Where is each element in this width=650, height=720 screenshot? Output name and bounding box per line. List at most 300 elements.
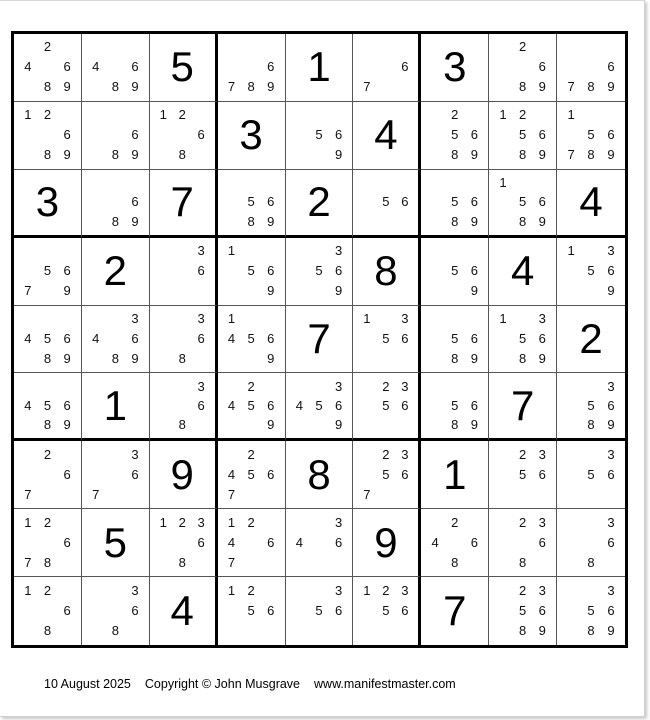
candidate-slot-8: 8: [43, 79, 52, 95]
sudoku-cell-r8c7[interactable]: [421, 509, 489, 577]
sudoku-cell-r9c7[interactable]: [421, 577, 489, 645]
candidate-slot-4: [357, 464, 376, 484]
sudoku-cell-r1c8[interactable]: [489, 34, 557, 102]
sudoku-cell-r6c7[interactable]: [421, 373, 489, 441]
sudoku-cell-r2c7[interactable]: [421, 102, 489, 170]
candidate-slot-4: [222, 600, 242, 620]
candidate-slot-8: [241, 552, 261, 572]
candidate-slot-5: [581, 57, 601, 77]
candidate-slot-4: [357, 192, 376, 211]
candidate-grid: [154, 105, 211, 165]
candidate-slot-8: [376, 621, 395, 641]
candidate-slot-8: [241, 348, 261, 368]
candidate-slot-4: [357, 57, 376, 77]
sudoku-cell-r7c3[interactable]: [150, 441, 218, 509]
candidate-slot-7: [86, 145, 106, 165]
candidate-grid: [86, 580, 145, 641]
candidate-slot-9: [261, 484, 281, 504]
candidate-slot-1: 1: [227, 514, 236, 530]
candidate-grid: [561, 444, 621, 504]
candidate-slot-7: [222, 211, 242, 230]
candidate-slot-7: [222, 281, 242, 301]
candidate-slot-8: 8: [451, 417, 459, 433]
candidate-slot-8: [376, 415, 395, 434]
candidate-slot-1: [425, 376, 445, 395]
candidate-slot-2: [106, 309, 126, 329]
candidate-slot-3: [261, 309, 281, 329]
candidate-slot-3: [57, 309, 77, 329]
sudoku-cell-r2c3[interactable]: [150, 102, 218, 170]
candidate-slot-8: 8: [451, 213, 459, 229]
candidate-slot-2: 2: [382, 582, 390, 598]
candidate-slot-3: 3: [607, 514, 615, 530]
candidate-grid: [290, 512, 349, 572]
candidate-slot-3: [395, 37, 414, 57]
candidate-slot-7: [561, 281, 581, 301]
candidate-slot-4: [18, 125, 38, 145]
candidate-slot-3: [261, 580, 281, 600]
sudoku-cell-r2c2[interactable]: [82, 102, 150, 170]
sudoku-cell-r2c1[interactable]: [14, 102, 82, 170]
given-digit: 2: [579, 314, 603, 362]
candidate-slot-8: [376, 77, 395, 97]
candidate-slot-3: 3: [607, 446, 615, 462]
sudoku-cell-r9c1[interactable]: [14, 577, 82, 645]
candidate-slot-1: [86, 444, 106, 464]
candidate-grid: [18, 512, 77, 572]
candidate-slot-9: [192, 552, 211, 572]
sudoku-cell-r9c9[interactable]: [557, 577, 625, 645]
sudoku-cell-r5c9[interactable]: [557, 306, 625, 374]
candidate-slot-6: 6: [131, 330, 139, 346]
candidate-slot-3: [57, 37, 77, 57]
candidate-slot-4: [493, 192, 513, 211]
candidate-slot-2: 2: [519, 514, 527, 530]
candidate-slot-4: [154, 532, 173, 552]
candidate-slot-7: [493, 211, 513, 230]
given-digit: 3: [35, 178, 60, 226]
candidate-slot-4: 4: [295, 534, 303, 550]
candidate-slot-3: [465, 512, 485, 532]
candidate-slot-2: 2: [247, 378, 255, 394]
candidate-slot-7: [493, 77, 513, 97]
candidate-grid: [86, 173, 145, 231]
candidate-slot-1: [86, 37, 106, 57]
candidate-slot-1: [493, 444, 513, 464]
candidate-grid: [18, 37, 77, 97]
candidate-slot-1: [290, 580, 310, 600]
candidate-grid: [86, 37, 145, 97]
candidate-slot-9: 9: [607, 623, 615, 639]
candidate-slot-9: 9: [267, 350, 275, 366]
sudoku-cell-r6c3[interactable]: [150, 373, 218, 441]
candidate-slot-1: 1: [227, 243, 236, 259]
sudoku-cell-r3c9[interactable]: [557, 170, 625, 238]
sudoku-cell-r8c8[interactable]: [489, 509, 557, 577]
sudoku-cell-r3c8[interactable]: [489, 170, 557, 238]
candidate-slot-8: [309, 145, 329, 165]
candidate-slot-3: 3: [607, 378, 615, 394]
candidate-slot-6: 6: [197, 263, 205, 279]
sudoku-cell-r1c6[interactable]: [353, 34, 421, 102]
candidate-slot-6: 6: [267, 397, 275, 413]
candidate-slot-4: [493, 57, 513, 77]
sudoku-cell-r9c8[interactable]: [489, 577, 557, 645]
candidate-slot-4: [18, 464, 38, 484]
candidate-slot-2: [445, 241, 465, 261]
candidate-slot-2: 2: [382, 446, 390, 462]
candidate-slot-5: 5: [587, 603, 595, 619]
candidate-slot-3: [465, 105, 485, 125]
candidate-slot-5: [38, 125, 58, 145]
sudoku-cell-r9c3[interactable]: [150, 577, 218, 645]
sudoku-cell-r9c6[interactable]: [353, 577, 421, 645]
candidate-grid: [561, 512, 621, 572]
candidate-slot-5: 5: [382, 194, 390, 210]
candidate-slot-6: 6: [538, 603, 546, 619]
sudoku-board: [11, 31, 628, 648]
sudoku-cell-r7c6[interactable]: [353, 441, 421, 509]
sudoku-cell-r8c1[interactable]: [14, 509, 82, 577]
candidate-slot-4: 4: [227, 397, 236, 413]
candidate-slot-9: [465, 552, 485, 572]
sudoku-cell-r2c4[interactable]: [218, 102, 286, 170]
candidate-slot-3: 3: [197, 243, 205, 259]
candidate-slot-9: 9: [131, 350, 139, 366]
sudoku-cell-r7c9[interactable]: [557, 441, 625, 509]
candidate-slot-8: 8: [43, 623, 52, 639]
candidate-slot-9: [57, 484, 77, 504]
candidate-slot-5: 5: [451, 127, 459, 143]
candidate-slot-3: 3: [131, 582, 139, 598]
sudoku-cell-r5c1[interactable]: [14, 306, 82, 374]
sudoku-cell-r7c1[interactable]: [14, 441, 82, 509]
candidate-slot-4: [425, 192, 445, 211]
sudoku-cell-r4c2[interactable]: [82, 238, 150, 306]
candidate-slot-1: [493, 512, 513, 532]
candidate-slot-4: [18, 532, 38, 552]
candidate-slot-1: 1: [499, 107, 507, 123]
sudoku-cell-r5c8[interactable]: [489, 306, 557, 374]
candidate-slot-5: 5: [519, 194, 527, 210]
candidate-slot-2: [241, 241, 261, 261]
sudoku-cell-r5c5[interactable]: [286, 306, 354, 374]
candidate-slot-5: [173, 329, 192, 349]
candidate-slot-9: 9: [470, 147, 479, 163]
candidate-slot-8: [309, 552, 329, 572]
candidate-slot-1: [86, 580, 106, 600]
page-top-edge: [0, 0, 644, 1]
candidate-slot-7: [86, 348, 106, 368]
candidate-slot-3: [261, 512, 281, 532]
candidate-slot-9: [57, 552, 77, 572]
sudoku-cell-r9c4[interactable]: [218, 577, 286, 645]
sudoku-cell-r2c8[interactable]: [489, 102, 557, 170]
sudoku-cell-r5c6[interactable]: [353, 306, 421, 374]
candidate-slot-4: 4: [227, 534, 236, 550]
candidate-slot-9: 9: [63, 79, 71, 95]
candidate-slot-3: 3: [197, 378, 205, 394]
candidate-slot-2: [581, 580, 601, 600]
candidate-grid: [493, 444, 552, 504]
candidate-slot-3: [601, 105, 621, 125]
candidate-slot-8: 8: [111, 213, 119, 229]
sudoku-cell-r4c9[interactable]: [557, 238, 625, 306]
sudoku-cell-r4c5[interactable]: [286, 238, 354, 306]
candidate-slot-2: [581, 241, 601, 261]
candidate-slot-8: 8: [451, 554, 459, 570]
candidate-slot-4: [290, 125, 310, 145]
candidate-grid: [18, 241, 77, 301]
candidate-slot-5: [173, 125, 192, 145]
candidate-slot-5: 5: [247, 397, 255, 413]
candidate-slot-3: 3: [538, 311, 546, 327]
candidate-slot-8: 8: [178, 417, 186, 433]
candidate-slot-4: [561, 396, 581, 415]
candidate-slot-3: 3: [131, 311, 139, 327]
candidate-slot-8: 8: [519, 554, 527, 570]
candidate-grid: [290, 241, 349, 301]
sudoku-cell-r1c9[interactable]: [557, 34, 625, 102]
candidate-grid: [222, 241, 281, 301]
candidate-slot-7: 7: [92, 486, 100, 502]
candidate-slot-8: 8: [111, 623, 119, 639]
candidate-slot-2: 2: [519, 582, 527, 598]
candidate-slot-4: [425, 396, 445, 415]
sudoku-cell-r4c3[interactable]: [150, 238, 218, 306]
candidate-slot-2: [106, 444, 126, 464]
candidate-slot-7: 7: [227, 554, 236, 570]
candidate-slot-9: [395, 484, 414, 504]
candidate-slot-3: 3: [401, 378, 409, 394]
sudoku-cell-r8c2[interactable]: [82, 509, 150, 577]
given-digit: 5: [170, 43, 194, 91]
candidate-slot-8: 8: [519, 213, 527, 229]
sudoku-cell-r2c6[interactable]: [353, 102, 421, 170]
sudoku-cell-r6c2[interactable]: [82, 373, 150, 441]
sudoku-cell-r9c2[interactable]: [82, 577, 150, 645]
sudoku-cell-r7c4[interactable]: [218, 441, 286, 509]
sudoku-cell-r8c5[interactable]: [286, 509, 354, 577]
candidate-slot-8: 8: [519, 147, 527, 163]
candidate-slot-7: [18, 77, 38, 97]
candidate-slot-3: [57, 376, 77, 395]
sudoku-cell-r4c1[interactable]: [14, 238, 82, 306]
candidate-slot-3: [125, 37, 145, 57]
sudoku-cell-r3c3[interactable]: [150, 170, 218, 238]
sudoku-cell-r4c6[interactable]: [353, 238, 421, 306]
candidate-slot-8: [309, 415, 329, 434]
sudoku-cell-r3c4[interactable]: [218, 170, 286, 238]
candidate-slot-1: [425, 173, 445, 192]
candidate-slot-9: 9: [470, 350, 479, 366]
sudoku-cell-r6c8[interactable]: [489, 373, 557, 441]
candidate-slot-4: [154, 396, 173, 415]
candidate-slot-8: [376, 484, 395, 504]
candidate-slot-3: [465, 309, 485, 329]
sudoku-cell-r7c7[interactable]: [421, 441, 489, 509]
candidate-slot-6: 6: [607, 127, 615, 143]
candidate-slot-8: [241, 415, 261, 434]
sudoku-cell-r5c3[interactable]: [150, 306, 218, 374]
candidate-slot-6: 6: [538, 330, 546, 346]
sudoku-cell-r1c3[interactable]: [150, 34, 218, 102]
sudoku-cell-r6c6[interactable]: [353, 373, 421, 441]
candidate-slot-9: 9: [63, 147, 71, 163]
candidate-slot-5: 5: [519, 603, 527, 619]
candidate-slot-2: [173, 376, 192, 395]
candidate-slot-2: 2: [178, 107, 186, 123]
sudoku-cell-r7c5[interactable]: [286, 441, 354, 509]
sudoku-cell-r3c7[interactable]: [421, 170, 489, 238]
sudoku-cell-r3c2[interactable]: [82, 170, 150, 238]
candidate-slot-7: 7: [567, 79, 575, 95]
sudoku-cell-r1c2[interactable]: [82, 34, 150, 102]
sudoku-cell-r5c4[interactable]: [218, 306, 286, 374]
candidate-slot-5: 5: [382, 466, 390, 482]
candidate-slot-4: 4: [295, 397, 303, 413]
sudoku-cell-r6c1[interactable]: [14, 373, 82, 441]
sudoku-cell-r3c1[interactable]: [14, 170, 82, 238]
footer-website[interactable]: www.manifestmaster.com: [314, 677, 456, 691]
given-digit: 4: [374, 111, 398, 159]
candidate-slot-4: 4: [227, 466, 236, 482]
candidate-slot-7: 7: [363, 79, 371, 95]
candidate-slot-4: [154, 261, 173, 281]
candidate-slot-8: 8: [519, 79, 527, 95]
candidate-slot-9: [329, 552, 349, 572]
candidate-slot-4: [290, 261, 310, 281]
candidate-slot-8: [581, 281, 601, 301]
candidate-slot-7: [86, 621, 106, 641]
candidate-slot-6: 6: [470, 263, 479, 279]
candidate-slot-1: [222, 376, 242, 395]
sudoku-cell-r6c5[interactable]: [286, 373, 354, 441]
sudoku-cell-r2c9[interactable]: [557, 102, 625, 170]
given-digit: 4: [170, 587, 194, 635]
sudoku-cell-r3c5[interactable]: [286, 170, 354, 238]
candidate-slot-1: 1: [499, 174, 507, 190]
candidate-slot-7: [561, 415, 581, 434]
candidate-slot-8: 8: [178, 554, 186, 570]
candidate-slot-6: 6: [63, 466, 71, 482]
candidate-slot-2: 2: [178, 514, 186, 530]
candidate-slot-8: 8: [247, 213, 255, 229]
candidate-slot-9: [395, 211, 414, 230]
sudoku-cell-r8c9[interactable]: [557, 509, 625, 577]
candidate-slot-6: 6: [267, 194, 275, 210]
candidate-slot-6: 6: [197, 330, 205, 346]
candidate-slot-3: [57, 512, 77, 532]
sudoku-cell-r6c9[interactable]: [557, 373, 625, 441]
sudoku-cell-r6c4[interactable]: [218, 373, 286, 441]
sudoku-cell-r2c5[interactable]: [286, 102, 354, 170]
candidate-slot-1: 1: [567, 107, 575, 123]
given-digit: 4: [510, 247, 535, 295]
candidate-slot-1: [425, 241, 445, 261]
sudoku-cell-r7c2[interactable]: [82, 441, 150, 509]
candidate-slot-4: [86, 192, 106, 211]
candidate-slot-3: [57, 241, 77, 261]
candidate-grid: [561, 105, 621, 165]
candidate-slot-2: [38, 376, 58, 395]
sudoku-cell-r4c4[interactable]: [218, 238, 286, 306]
candidate-slot-3: 3: [538, 514, 546, 530]
candidate-slot-5: 5: [315, 263, 323, 279]
candidate-slot-5: 5: [519, 330, 527, 346]
candidate-slot-7: [290, 281, 310, 301]
sudoku-cell-r4c8[interactable]: [489, 238, 557, 306]
candidate-slot-6: 6: [335, 127, 343, 143]
candidate-slot-1: [290, 376, 310, 395]
candidate-slot-7: [493, 484, 513, 504]
sudoku-cell-r9c5[interactable]: [286, 577, 354, 645]
candidate-slot-1: [493, 580, 513, 600]
candidate-grid: [18, 105, 77, 165]
given-digit: 8: [374, 247, 398, 295]
candidate-slot-6: 6: [538, 127, 546, 143]
sudoku-cell-r5c2[interactable]: [82, 306, 150, 374]
candidate-slot-8: [309, 281, 329, 301]
candidate-slot-6: 6: [401, 194, 409, 210]
sudoku-cell-r1c7[interactable]: [421, 34, 489, 102]
sudoku-cell-r4c7[interactable]: [421, 238, 489, 306]
candidate-grid: [222, 512, 281, 572]
candidate-slot-7: [290, 415, 310, 434]
candidate-slot-8: [513, 484, 533, 504]
candidate-slot-2: [581, 376, 601, 395]
candidate-slot-4: 4: [227, 330, 236, 346]
sudoku-cell-r1c1[interactable]: [14, 34, 82, 102]
candidate-slot-7: [18, 348, 38, 368]
candidate-slot-2: 2: [247, 446, 255, 462]
candidate-slot-1: [357, 173, 376, 192]
candidate-slot-2: [106, 37, 126, 57]
candidate-slot-6: 6: [335, 263, 343, 279]
candidate-slot-2: [241, 37, 261, 57]
candidate-slot-8: 8: [587, 417, 595, 433]
candidate-slot-4: [561, 125, 581, 145]
candidate-slot-4: [357, 600, 376, 620]
sudoku-cell-r8c4[interactable]: [218, 509, 286, 577]
sudoku-cell-r1c5[interactable]: [286, 34, 354, 102]
candidate-slot-4: [290, 600, 310, 620]
candidate-slot-8: [376, 211, 395, 230]
sudoku-cell-r1c4[interactable]: [218, 34, 286, 102]
sudoku-cell-r5c7[interactable]: [421, 306, 489, 374]
candidate-slot-4: [18, 261, 38, 281]
candidate-slot-3: [125, 105, 145, 125]
candidate-slot-1: [290, 105, 310, 125]
candidate-grid: [425, 512, 484, 572]
sudoku-cell-r7c8[interactable]: [489, 441, 557, 509]
candidate-slot-9: [532, 552, 552, 572]
candidate-grid: [425, 376, 484, 434]
sudoku-cell-r3c6[interactable]: [353, 170, 421, 238]
candidate-grid: [86, 309, 145, 369]
candidate-slot-4: [154, 329, 173, 349]
candidate-grid: [561, 580, 621, 641]
candidate-slot-8: [241, 484, 261, 504]
candidate-slot-6: 6: [401, 466, 409, 482]
candidate-slot-6: 6: [607, 603, 615, 619]
candidate-slot-5: 5: [451, 263, 459, 279]
sudoku-cell-r8c3[interactable]: [150, 509, 218, 577]
candidate-slot-3: [395, 173, 414, 192]
candidate-slot-6: 6: [131, 603, 139, 619]
candidate-slot-9: [395, 348, 414, 368]
sudoku-cell-r8c6[interactable]: [353, 509, 421, 577]
